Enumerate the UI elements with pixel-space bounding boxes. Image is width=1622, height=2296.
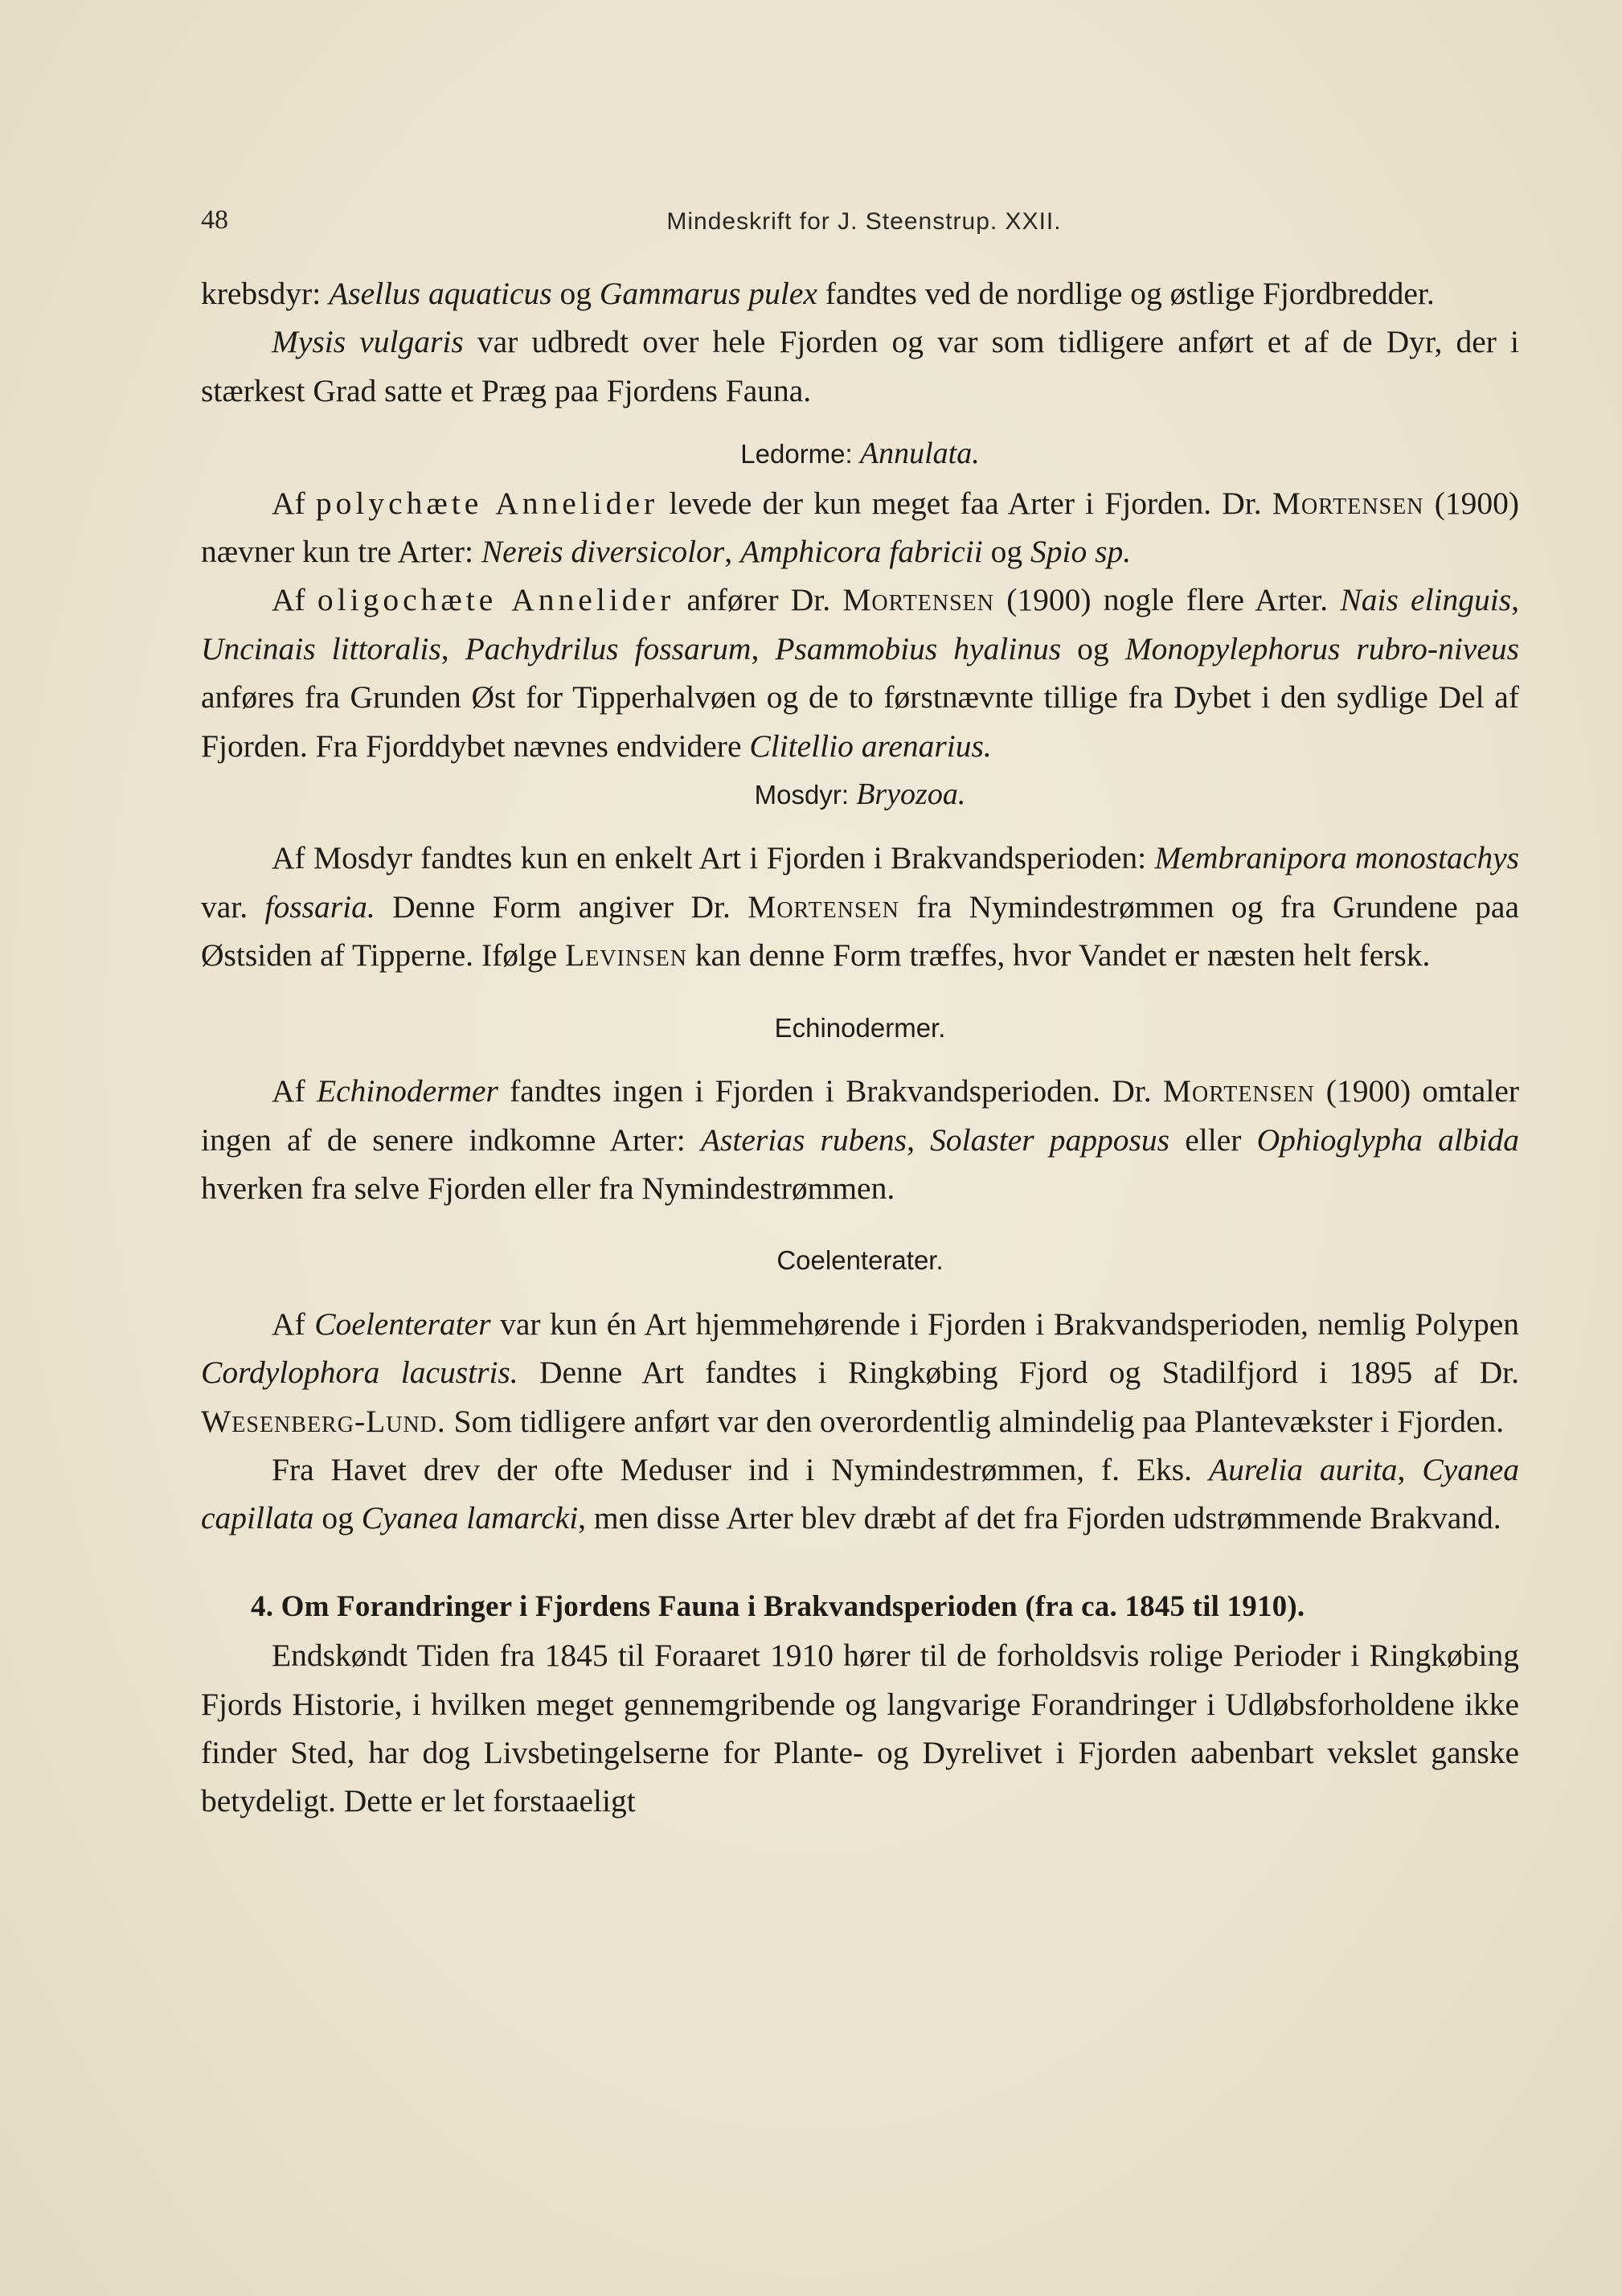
species-name: Membranipora monostachys [1154,840,1519,876]
species-name: fossaria. [264,888,375,925]
text-run: , [440,630,465,666]
text-run: , [751,630,776,666]
text-run: Af [272,1306,315,1342]
author-name: Mortensen [748,888,899,925]
author-name: Mortensen [1272,485,1424,521]
text-run: fra Nymindestrømmen og fra Grundene paa Østsiden af Tipperne. Ifølge [201,888,1519,974]
text-run: var udbredt over hele Fjorden og var som tidligere anført et af de Dyr, der i stærkest Grad satte et Præg paa Fjordens Fauna. [201,324,1519,408]
author-name: Wesenberg-Lund. [201,1403,446,1439]
text-run: Denne Form angiver Dr. [375,888,748,925]
paragraph-bryozoa [201,834,1519,979]
text-run: Endskøndt Tiden fra 1845 til Foraaret 1910 hører til de forholdsvis rolige Perioder i Ringkøbing Fjords Historie, i hvilken meget gennemgribende og langvarige Forandringer i Udløbsforholdene ikke finder Sted, har dog Livsbetingelserne for Plante- og Dyrelivet i Fjorden aabenbart vekslet ganske betydeligt. Dette er let forstaaeligt [201,1638,1519,1819]
paragraph-mysis [201,318,1519,415]
species-name: Mysis vulgaris [272,324,464,360]
heading-echinodermer [201,1004,1519,1052]
spaced-term: polychæte Annelider [315,485,659,521]
heading-text: Echinodermer. [774,1012,946,1043]
heading-text: Ledorme: [740,439,860,469]
heading-annulata [201,429,1519,478]
text-run: fandtes ingen i Fjorden i Brakvandsperioden. Dr. [498,1073,1163,1109]
paragraph-crustaceans [201,269,1519,318]
body-text [201,269,1519,1826]
heading-bryozoa [201,770,1519,819]
species-name: Solaster papposus [930,1121,1170,1158]
page-header [201,205,1527,245]
species-name: Echinodermer [316,1073,498,1109]
species-name: Psammobius hyalinus [775,630,1062,666]
paragraph-echinoderms [201,1067,1519,1212]
author-name: Mortensen [1162,1073,1315,1109]
paragraph-medusae [201,1445,1519,1543]
species-name: Gammarus pulex [599,276,817,311]
heading-text: Coelenterater. [776,1245,944,1276]
text-run: (1900) nævner kun tre Arter: [201,485,1519,570]
text-run: , men disse Arter blev dræbt af det fra Fjorden udstrømmende Brakvand. [578,1500,1501,1536]
author-name: Mortensen [842,582,994,618]
heading-text: Mosdyr: [754,780,857,810]
species-name: Aurelia aurita [1208,1451,1398,1487]
text-run: krebsdyr: [201,276,330,311]
paragraph-coelenterates [201,1300,1519,1445]
text-run: Af [272,1073,317,1109]
text-run: , [907,1121,931,1158]
text-run: eller [1169,1121,1257,1158]
text-run: fandtes ved de nordlige og østlige Fjordbredder. [817,276,1435,311]
text-run: (1900) nogle flere Arter. [993,582,1341,618]
text-run: Af [272,582,317,618]
species-name: Amphicora fabricii [740,534,983,570]
text-run: var kun én Art hjemmehørende i Fjorden i Brakvandsperioden, nemlig Polypen [490,1306,1519,1342]
species-name: Ophioglypha albida [1256,1121,1520,1158]
spaced-term: oligochæte Annelider [317,582,675,618]
species-name: Spio sp. [1030,534,1132,570]
section-title: 4. Om Forandringer i Fjordens Fauna i Brakvandsperioden (fra ca. 1845 til 1910). [251,1589,1305,1623]
text-run: levede der kun meget faa Arter i Fjorden. Dr. [658,485,1272,521]
text-run: , [724,534,740,570]
species-name: Cyanea lamarcki [361,1500,579,1536]
text-run: Af Mosdyr fandtes kun en enkelt Art i Fjorden i Brakvandsperioden: [272,840,1155,876]
species-name: Nais elinguis [1340,582,1512,618]
heading-latin: Bryozoa. [856,777,966,812]
paragraph-polychaetes [201,479,1519,576]
text-run: , [1397,1451,1423,1487]
author-name: Levinsen [565,937,687,974]
species-name: Asellus aquaticus [329,276,552,311]
text-run: (1900) omtaler ingen af de senere indkomne Arter: [201,1073,1519,1158]
text-run: Denne Art fandtes i Ringkøbing Fjord og Stadilfjord i 1895 af Dr. [518,1355,1520,1391]
species-name: Asterias rubens [700,1121,907,1158]
text-run: , [1511,582,1519,618]
text-run: og [313,1500,362,1536]
heading-coelenterater [201,1236,1519,1285]
running-title: Mindeskrift for J. Steenstrup. XXII. [666,208,1062,235]
text-run: Af [272,485,316,521]
text-run: hverken fra selve Fjorden eller fra Nymindestrømmen. [201,1170,895,1206]
page-number: 48 [201,205,228,235]
text-run: og [982,534,1030,570]
species-name: Cordylophora lacustris. [201,1355,518,1391]
heading-latin: Annulata. [859,437,980,471]
text-run: og [1061,630,1125,666]
species-name: Clitellio arenarius. [749,728,992,764]
text-run: Fra Havet drev der ofte Meduser ind i Nymindestrømmen, f. Eks. [272,1451,1209,1487]
paragraph-section-intro [201,1631,1519,1826]
text-run: anfører Dr. [674,582,843,618]
text-run: anføres fra Grunden Øst for Tipperhalvøen og de to førstnævnte tillige fra Dybet i den sydlige Del af Fjorden. Fra Fjorddybet nævnes endvidere [201,679,1519,764]
species-name: Monopylephorus rubro-niveus [1124,630,1519,666]
text-run: var. [201,888,265,925]
species-name: Pachydrilus fossarum [465,630,752,666]
paragraph-oligochaetes [201,576,1519,770]
species-name: Coelenterater [314,1306,491,1342]
text-run: og [551,276,600,311]
text-run: Som tidligere anført var den overordentlig almindelig paa Plantevækster i Fjorden. [445,1403,1505,1439]
species-name: Cyanea capillata [201,1451,1519,1536]
species-name: Nereis diversicolor [481,534,725,570]
species-name: Uncinais littoralis [201,630,441,666]
text-run: kan denne Form træffes, hvor Vandet er næsten helt fersk. [687,937,1431,974]
